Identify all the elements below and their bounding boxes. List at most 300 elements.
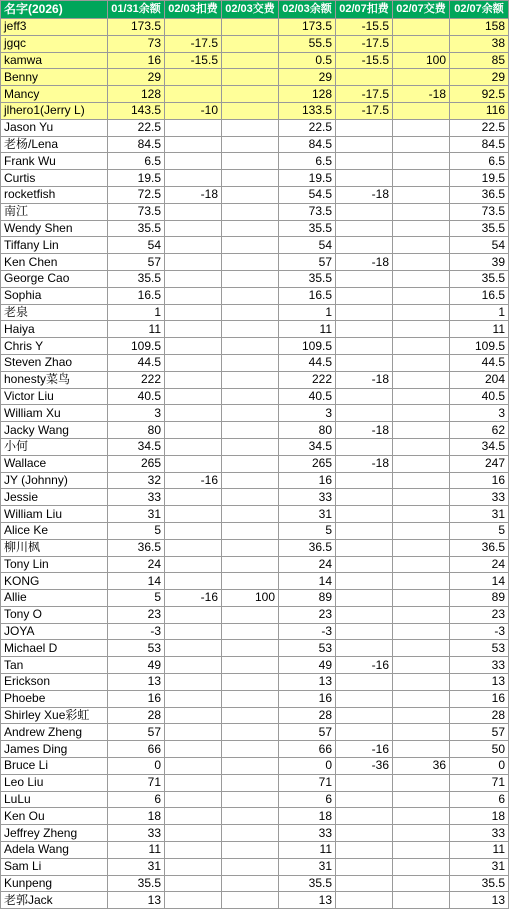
- charge-0207-cell[interactable]: [336, 270, 393, 287]
- payment-0207-cell[interactable]: 100: [393, 52, 450, 69]
- balance-0131-cell[interactable]: 6.5: [108, 153, 165, 170]
- balance-0203-cell[interactable]: 35.5: [279, 220, 336, 237]
- charge-0207-cell[interactable]: -17.5: [336, 35, 393, 52]
- balance-0207-cell[interactable]: 11: [450, 321, 509, 338]
- charge-0207-cell[interactable]: [336, 539, 393, 556]
- balance-0203-cell[interactable]: 19.5: [279, 170, 336, 187]
- name-cell[interactable]: Shirley Xue彩虹: [1, 707, 108, 724]
- charge-0207-cell[interactable]: [336, 220, 393, 237]
- balance-0203-cell[interactable]: 53: [279, 640, 336, 657]
- balance-0207-cell[interactable]: 38: [450, 35, 509, 52]
- charge-0203-cell[interactable]: [165, 86, 222, 103]
- balance-0131-cell[interactable]: 57: [108, 724, 165, 741]
- payment-0207-cell[interactable]: [393, 774, 450, 791]
- charge-0203-cell[interactable]: [165, 136, 222, 153]
- balance-0203-cell[interactable]: 3: [279, 405, 336, 422]
- payment-0203-cell[interactable]: [222, 220, 279, 237]
- balance-0131-cell[interactable]: 31: [108, 858, 165, 875]
- payment-0203-cell[interactable]: [222, 506, 279, 523]
- balance-0207-cell[interactable]: 57: [450, 724, 509, 741]
- balance-0203-cell[interactable]: 13: [279, 674, 336, 691]
- payment-0207-cell[interactable]: [393, 438, 450, 455]
- payment-0203-cell[interactable]: [222, 556, 279, 573]
- charge-0207-cell[interactable]: [336, 321, 393, 338]
- charge-0203-cell[interactable]: [165, 690, 222, 707]
- name-cell[interactable]: jgqc: [1, 35, 108, 52]
- name-cell[interactable]: Ken Chen: [1, 254, 108, 271]
- charge-0203-cell[interactable]: [165, 657, 222, 674]
- payment-0207-cell[interactable]: [393, 842, 450, 859]
- balance-0203-cell[interactable]: 54.5: [279, 186, 336, 203]
- balance-0131-cell[interactable]: 16.5: [108, 287, 165, 304]
- charge-0207-cell[interactable]: -17.5: [336, 86, 393, 103]
- payment-0203-cell[interactable]: [222, 539, 279, 556]
- balance-0203-cell[interactable]: 6: [279, 791, 336, 808]
- payment-0203-cell[interactable]: [222, 825, 279, 842]
- balance-0203-cell[interactable]: 31: [279, 858, 336, 875]
- balance-0203-cell[interactable]: 29: [279, 69, 336, 86]
- charge-0203-cell[interactable]: -18: [165, 186, 222, 203]
- payment-0203-cell[interactable]: [222, 657, 279, 674]
- name-cell[interactable]: Tan: [1, 657, 108, 674]
- balance-0131-cell[interactable]: 40.5: [108, 388, 165, 405]
- balance-0207-cell[interactable]: 31: [450, 858, 509, 875]
- payment-0203-cell[interactable]: [222, 640, 279, 657]
- payment-0203-cell[interactable]: [222, 522, 279, 539]
- charge-0203-cell[interactable]: [165, 19, 222, 36]
- balance-0203-cell[interactable]: 34.5: [279, 438, 336, 455]
- balance-0131-cell[interactable]: 35.5: [108, 270, 165, 287]
- payment-0207-cell[interactable]: [393, 186, 450, 203]
- charge-0207-cell[interactable]: [336, 354, 393, 371]
- col-header-name[interactable]: 名字(2026): [1, 1, 108, 19]
- payment-0203-cell[interactable]: [222, 774, 279, 791]
- name-cell[interactable]: KONG: [1, 573, 108, 590]
- balance-0207-cell[interactable]: 35.5: [450, 270, 509, 287]
- balance-0203-cell[interactable]: 31: [279, 506, 336, 523]
- charge-0207-cell[interactable]: [336, 506, 393, 523]
- balance-0207-cell[interactable]: 31: [450, 506, 509, 523]
- balance-0131-cell[interactable]: 36.5: [108, 539, 165, 556]
- col-header-payment-0207[interactable]: 02/07交费: [393, 1, 450, 19]
- charge-0207-cell[interactable]: [336, 858, 393, 875]
- balance-0207-cell[interactable]: 109.5: [450, 338, 509, 355]
- payment-0207-cell[interactable]: [393, 556, 450, 573]
- balance-0207-cell[interactable]: 39: [450, 254, 509, 271]
- charge-0207-cell[interactable]: -15.5: [336, 19, 393, 36]
- charge-0207-cell[interactable]: [336, 674, 393, 691]
- balance-0203-cell[interactable]: 23: [279, 606, 336, 623]
- name-cell[interactable]: Jessie: [1, 489, 108, 506]
- payment-0203-cell[interactable]: [222, 758, 279, 775]
- balance-0131-cell[interactable]: 6: [108, 791, 165, 808]
- balance-0203-cell[interactable]: 16.5: [279, 287, 336, 304]
- charge-0203-cell[interactable]: [165, 606, 222, 623]
- charge-0207-cell[interactable]: [336, 287, 393, 304]
- payment-0207-cell[interactable]: [393, 506, 450, 523]
- balance-0207-cell[interactable]: 33: [450, 489, 509, 506]
- payment-0207-cell[interactable]: [393, 102, 450, 119]
- payment-0207-cell[interactable]: [393, 405, 450, 422]
- balance-0203-cell[interactable]: 71: [279, 774, 336, 791]
- payment-0203-cell[interactable]: [222, 338, 279, 355]
- charge-0207-cell[interactable]: -18: [336, 371, 393, 388]
- balance-0203-cell[interactable]: 57: [279, 254, 336, 271]
- charge-0207-cell[interactable]: [336, 203, 393, 220]
- payment-0207-cell[interactable]: [393, 489, 450, 506]
- balance-0207-cell[interactable]: 6.5: [450, 153, 509, 170]
- name-cell[interactable]: Chris Y: [1, 338, 108, 355]
- balance-0131-cell[interactable]: 33: [108, 825, 165, 842]
- name-cell[interactable]: Leo Liu: [1, 774, 108, 791]
- name-cell[interactable]: William Liu: [1, 506, 108, 523]
- charge-0203-cell[interactable]: -15.5: [165, 52, 222, 69]
- name-cell[interactable]: 老郭Jack: [1, 892, 108, 909]
- payment-0207-cell[interactable]: [393, 590, 450, 607]
- balance-0131-cell[interactable]: 13: [108, 892, 165, 909]
- balance-0203-cell[interactable]: 128: [279, 86, 336, 103]
- balance-0207-cell[interactable]: 22.5: [450, 119, 509, 136]
- balance-0131-cell[interactable]: 44.5: [108, 354, 165, 371]
- charge-0203-cell[interactable]: [165, 203, 222, 220]
- balance-0203-cell[interactable]: 44.5: [279, 354, 336, 371]
- balance-0131-cell[interactable]: 33: [108, 489, 165, 506]
- charge-0203-cell[interactable]: [165, 170, 222, 187]
- payment-0203-cell[interactable]: [222, 237, 279, 254]
- charge-0207-cell[interactable]: -17.5: [336, 102, 393, 119]
- payment-0207-cell[interactable]: [393, 338, 450, 355]
- balance-0207-cell[interactable]: 18: [450, 808, 509, 825]
- payment-0203-cell[interactable]: [222, 86, 279, 103]
- payment-0207-cell[interactable]: [393, 220, 450, 237]
- balance-0131-cell[interactable]: 53: [108, 640, 165, 657]
- payment-0207-cell[interactable]: [393, 606, 450, 623]
- col-header-balance-0203[interactable]: 02/03余额: [279, 1, 336, 19]
- balance-0203-cell[interactable]: 66: [279, 741, 336, 758]
- payment-0207-cell[interactable]: [393, 69, 450, 86]
- balance-0207-cell[interactable]: 73.5: [450, 203, 509, 220]
- balance-0207-cell[interactable]: 33: [450, 657, 509, 674]
- balance-0203-cell[interactable]: 35.5: [279, 875, 336, 892]
- balance-0131-cell[interactable]: 143.5: [108, 102, 165, 119]
- charge-0203-cell[interactable]: [165, 640, 222, 657]
- payment-0207-cell[interactable]: [393, 35, 450, 52]
- name-cell[interactable]: Victor Liu: [1, 388, 108, 405]
- payment-0203-cell[interactable]: [222, 606, 279, 623]
- charge-0203-cell[interactable]: [165, 321, 222, 338]
- balance-0131-cell[interactable]: 173.5: [108, 19, 165, 36]
- balance-0131-cell[interactable]: 128: [108, 86, 165, 103]
- charge-0207-cell[interactable]: [336, 472, 393, 489]
- charge-0203-cell[interactable]: [165, 674, 222, 691]
- balance-0207-cell[interactable]: 116: [450, 102, 509, 119]
- payment-0207-cell[interactable]: [393, 136, 450, 153]
- balance-0203-cell[interactable]: 13: [279, 892, 336, 909]
- charge-0203-cell[interactable]: [165, 808, 222, 825]
- balance-0131-cell[interactable]: 5: [108, 522, 165, 539]
- payment-0203-cell[interactable]: [222, 422, 279, 439]
- payment-0207-cell[interactable]: [393, 321, 450, 338]
- balance-0203-cell[interactable]: 0: [279, 758, 336, 775]
- balance-0203-cell[interactable]: 33: [279, 489, 336, 506]
- balance-0203-cell[interactable]: 173.5: [279, 19, 336, 36]
- charge-0203-cell[interactable]: [165, 237, 222, 254]
- balance-0131-cell[interactable]: 109.5: [108, 338, 165, 355]
- payment-0203-cell[interactable]: [222, 573, 279, 590]
- charge-0203-cell[interactable]: [165, 422, 222, 439]
- charge-0203-cell[interactable]: [165, 724, 222, 741]
- name-cell[interactable]: Jeffrey Zheng: [1, 825, 108, 842]
- charge-0207-cell[interactable]: [336, 808, 393, 825]
- payment-0207-cell[interactable]: [393, 170, 450, 187]
- payment-0203-cell[interactable]: [222, 270, 279, 287]
- balance-0207-cell[interactable]: 54: [450, 237, 509, 254]
- payment-0207-cell[interactable]: [393, 237, 450, 254]
- name-cell[interactable]: Steven Zhao: [1, 354, 108, 371]
- balance-0131-cell[interactable]: 31: [108, 506, 165, 523]
- name-cell[interactable]: honesty菜鸟: [1, 371, 108, 388]
- payment-0203-cell[interactable]: [222, 842, 279, 859]
- balance-0203-cell[interactable]: 28: [279, 707, 336, 724]
- balance-0203-cell[interactable]: 6.5: [279, 153, 336, 170]
- balance-0207-cell[interactable]: 53: [450, 640, 509, 657]
- balance-0203-cell[interactable]: 222: [279, 371, 336, 388]
- charge-0203-cell[interactable]: [165, 774, 222, 791]
- balance-0131-cell[interactable]: 72.5: [108, 186, 165, 203]
- charge-0207-cell[interactable]: -18: [336, 186, 393, 203]
- payment-0207-cell[interactable]: [393, 371, 450, 388]
- name-cell[interactable]: Wendy Shen: [1, 220, 108, 237]
- balance-0131-cell[interactable]: 5: [108, 590, 165, 607]
- charge-0207-cell[interactable]: [336, 573, 393, 590]
- charge-0207-cell[interactable]: [336, 892, 393, 909]
- name-cell[interactable]: Bruce Li: [1, 758, 108, 775]
- name-cell[interactable]: 柳川枫: [1, 539, 108, 556]
- charge-0203-cell[interactable]: -16: [165, 590, 222, 607]
- balance-0203-cell[interactable]: 54: [279, 237, 336, 254]
- balance-0131-cell[interactable]: 3: [108, 405, 165, 422]
- charge-0207-cell[interactable]: [336, 136, 393, 153]
- balance-0207-cell[interactable]: 36.5: [450, 539, 509, 556]
- charge-0207-cell[interactable]: [336, 304, 393, 321]
- payment-0207-cell[interactable]: [393, 892, 450, 909]
- charge-0203-cell[interactable]: [165, 892, 222, 909]
- balance-0207-cell[interactable]: 34.5: [450, 438, 509, 455]
- payment-0207-cell[interactable]: [393, 472, 450, 489]
- name-cell[interactable]: Erickson: [1, 674, 108, 691]
- charge-0207-cell[interactable]: [336, 556, 393, 573]
- payment-0207-cell[interactable]: [393, 203, 450, 220]
- balance-0207-cell[interactable]: 35.5: [450, 875, 509, 892]
- payment-0203-cell[interactable]: [222, 354, 279, 371]
- name-cell[interactable]: Sam Li: [1, 858, 108, 875]
- payment-0207-cell[interactable]: [393, 825, 450, 842]
- name-cell[interactable]: 南江: [1, 203, 108, 220]
- payment-0207-cell[interactable]: [393, 808, 450, 825]
- charge-0203-cell[interactable]: [165, 438, 222, 455]
- balance-0207-cell[interactable]: 158: [450, 19, 509, 36]
- charge-0203-cell[interactable]: -17.5: [165, 35, 222, 52]
- payment-0203-cell[interactable]: [222, 438, 279, 455]
- payment-0203-cell[interactable]: [222, 690, 279, 707]
- balance-0203-cell[interactable]: 84.5: [279, 136, 336, 153]
- name-cell[interactable]: Curtis: [1, 170, 108, 187]
- payment-0203-cell[interactable]: [222, 892, 279, 909]
- payment-0203-cell[interactable]: [222, 858, 279, 875]
- payment-0203-cell[interactable]: [222, 203, 279, 220]
- payment-0207-cell[interactable]: 36: [393, 758, 450, 775]
- payment-0207-cell[interactable]: [393, 19, 450, 36]
- name-cell[interactable]: George Cao: [1, 270, 108, 287]
- balance-0131-cell[interactable]: 22.5: [108, 119, 165, 136]
- name-cell[interactable]: JY (Johnny): [1, 472, 108, 489]
- charge-0203-cell[interactable]: [165, 69, 222, 86]
- charge-0207-cell[interactable]: [336, 590, 393, 607]
- balance-0131-cell[interactable]: 11: [108, 842, 165, 859]
- payment-0203-cell[interactable]: [222, 136, 279, 153]
- balance-0131-cell[interactable]: 1: [108, 304, 165, 321]
- balance-0131-cell[interactable]: 19.5: [108, 170, 165, 187]
- charge-0203-cell[interactable]: [165, 825, 222, 842]
- payment-0207-cell[interactable]: [393, 354, 450, 371]
- balance-0203-cell[interactable]: 1: [279, 304, 336, 321]
- balance-0131-cell[interactable]: 222: [108, 371, 165, 388]
- charge-0207-cell[interactable]: [336, 438, 393, 455]
- payment-0207-cell[interactable]: [393, 254, 450, 271]
- balance-0207-cell[interactable]: 247: [450, 455, 509, 472]
- balance-0207-cell[interactable]: 40.5: [450, 388, 509, 405]
- col-header-payment-0203[interactable]: 02/03交费: [222, 1, 279, 19]
- balance-0207-cell[interactable]: 13: [450, 674, 509, 691]
- payment-0203-cell[interactable]: [222, 405, 279, 422]
- charge-0207-cell[interactable]: [336, 489, 393, 506]
- balance-0207-cell[interactable]: 1: [450, 304, 509, 321]
- name-cell[interactable]: Ken Ou: [1, 808, 108, 825]
- charge-0203-cell[interactable]: [165, 153, 222, 170]
- col-header-charge-0203[interactable]: 02/03扣费: [165, 1, 222, 19]
- balance-0203-cell[interactable]: 33: [279, 825, 336, 842]
- charge-0207-cell[interactable]: [336, 153, 393, 170]
- name-cell[interactable]: Wallace: [1, 455, 108, 472]
- charge-0203-cell[interactable]: [165, 388, 222, 405]
- balance-0131-cell[interactable]: 14: [108, 573, 165, 590]
- payment-0203-cell[interactable]: [222, 69, 279, 86]
- payment-0203-cell[interactable]: [222, 254, 279, 271]
- name-cell[interactable]: Adela Wang: [1, 842, 108, 859]
- charge-0203-cell[interactable]: [165, 623, 222, 640]
- balance-0203-cell[interactable]: 133.5: [279, 102, 336, 119]
- balance-0203-cell[interactable]: 89: [279, 590, 336, 607]
- balance-0131-cell[interactable]: 13: [108, 674, 165, 691]
- balance-0203-cell[interactable]: 73.5: [279, 203, 336, 220]
- charge-0203-cell[interactable]: [165, 405, 222, 422]
- balance-0203-cell[interactable]: 18: [279, 808, 336, 825]
- balance-0203-cell[interactable]: 16: [279, 690, 336, 707]
- name-cell[interactable]: Allie: [1, 590, 108, 607]
- charge-0203-cell[interactable]: [165, 489, 222, 506]
- balance-0131-cell[interactable]: 73: [108, 35, 165, 52]
- charge-0203-cell[interactable]: [165, 741, 222, 758]
- balance-0207-cell[interactable]: 5: [450, 522, 509, 539]
- name-cell[interactable]: Frank Wu: [1, 153, 108, 170]
- balance-0131-cell[interactable]: 18: [108, 808, 165, 825]
- payment-0207-cell[interactable]: [393, 674, 450, 691]
- balance-0203-cell[interactable]: 49: [279, 657, 336, 674]
- charge-0203-cell[interactable]: [165, 119, 222, 136]
- balance-0131-cell[interactable]: 11: [108, 321, 165, 338]
- name-cell[interactable]: 老杨/Lena: [1, 136, 108, 153]
- balance-0203-cell[interactable]: 80: [279, 422, 336, 439]
- balance-0131-cell[interactable]: 35.5: [108, 875, 165, 892]
- balance-0207-cell[interactable]: 11: [450, 842, 509, 859]
- charge-0207-cell[interactable]: [336, 388, 393, 405]
- charge-0207-cell[interactable]: [336, 724, 393, 741]
- name-cell[interactable]: Jacky Wang: [1, 422, 108, 439]
- charge-0207-cell[interactable]: [336, 522, 393, 539]
- balance-0203-cell[interactable]: 16: [279, 472, 336, 489]
- payment-0203-cell[interactable]: [222, 489, 279, 506]
- balance-0207-cell[interactable]: 13: [450, 892, 509, 909]
- payment-0203-cell[interactable]: [222, 287, 279, 304]
- balance-0207-cell[interactable]: 71: [450, 774, 509, 791]
- balance-0131-cell[interactable]: 71: [108, 774, 165, 791]
- balance-0207-cell[interactable]: 89: [450, 590, 509, 607]
- balance-0207-cell[interactable]: 35.5: [450, 220, 509, 237]
- balance-0207-cell[interactable]: 0: [450, 758, 509, 775]
- charge-0207-cell[interactable]: [336, 842, 393, 859]
- charge-0203-cell[interactable]: -10: [165, 102, 222, 119]
- payment-0203-cell[interactable]: [222, 808, 279, 825]
- charge-0207-cell[interactable]: [336, 623, 393, 640]
- payment-0207-cell[interactable]: [393, 422, 450, 439]
- charge-0203-cell[interactable]: [165, 354, 222, 371]
- balance-0203-cell[interactable]: 109.5: [279, 338, 336, 355]
- balance-0131-cell[interactable]: 32: [108, 472, 165, 489]
- name-cell[interactable]: Tony O: [1, 606, 108, 623]
- payment-0207-cell[interactable]: [393, 858, 450, 875]
- payment-0203-cell[interactable]: [222, 102, 279, 119]
- balance-0207-cell[interactable]: -3: [450, 623, 509, 640]
- charge-0207-cell[interactable]: [336, 791, 393, 808]
- balance-0207-cell[interactable]: 84.5: [450, 136, 509, 153]
- charge-0203-cell[interactable]: [165, 455, 222, 472]
- charge-0207-cell[interactable]: [336, 875, 393, 892]
- charge-0207-cell[interactable]: [336, 170, 393, 187]
- payment-0203-cell[interactable]: [222, 472, 279, 489]
- balance-0207-cell[interactable]: 3: [450, 405, 509, 422]
- name-cell[interactable]: Tiffany Lin: [1, 237, 108, 254]
- charge-0203-cell[interactable]: [165, 220, 222, 237]
- charge-0207-cell[interactable]: -16: [336, 741, 393, 758]
- name-cell[interactable]: 老泉: [1, 304, 108, 321]
- balance-0131-cell[interactable]: 16: [108, 52, 165, 69]
- balance-0131-cell[interactable]: 29: [108, 69, 165, 86]
- name-cell[interactable]: rocketfish: [1, 186, 108, 203]
- charge-0203-cell[interactable]: [165, 270, 222, 287]
- payment-0207-cell[interactable]: [393, 623, 450, 640]
- payment-0207-cell[interactable]: [393, 657, 450, 674]
- balance-0207-cell[interactable]: 16: [450, 690, 509, 707]
- balance-0203-cell[interactable]: 265: [279, 455, 336, 472]
- balance-0207-cell[interactable]: 16: [450, 472, 509, 489]
- charge-0203-cell[interactable]: [165, 842, 222, 859]
- charge-0203-cell[interactable]: [165, 707, 222, 724]
- charge-0203-cell[interactable]: [165, 522, 222, 539]
- payment-0203-cell[interactable]: [222, 321, 279, 338]
- payment-0203-cell[interactable]: [222, 791, 279, 808]
- balance-0203-cell[interactable]: 55.5: [279, 35, 336, 52]
- payment-0207-cell[interactable]: [393, 724, 450, 741]
